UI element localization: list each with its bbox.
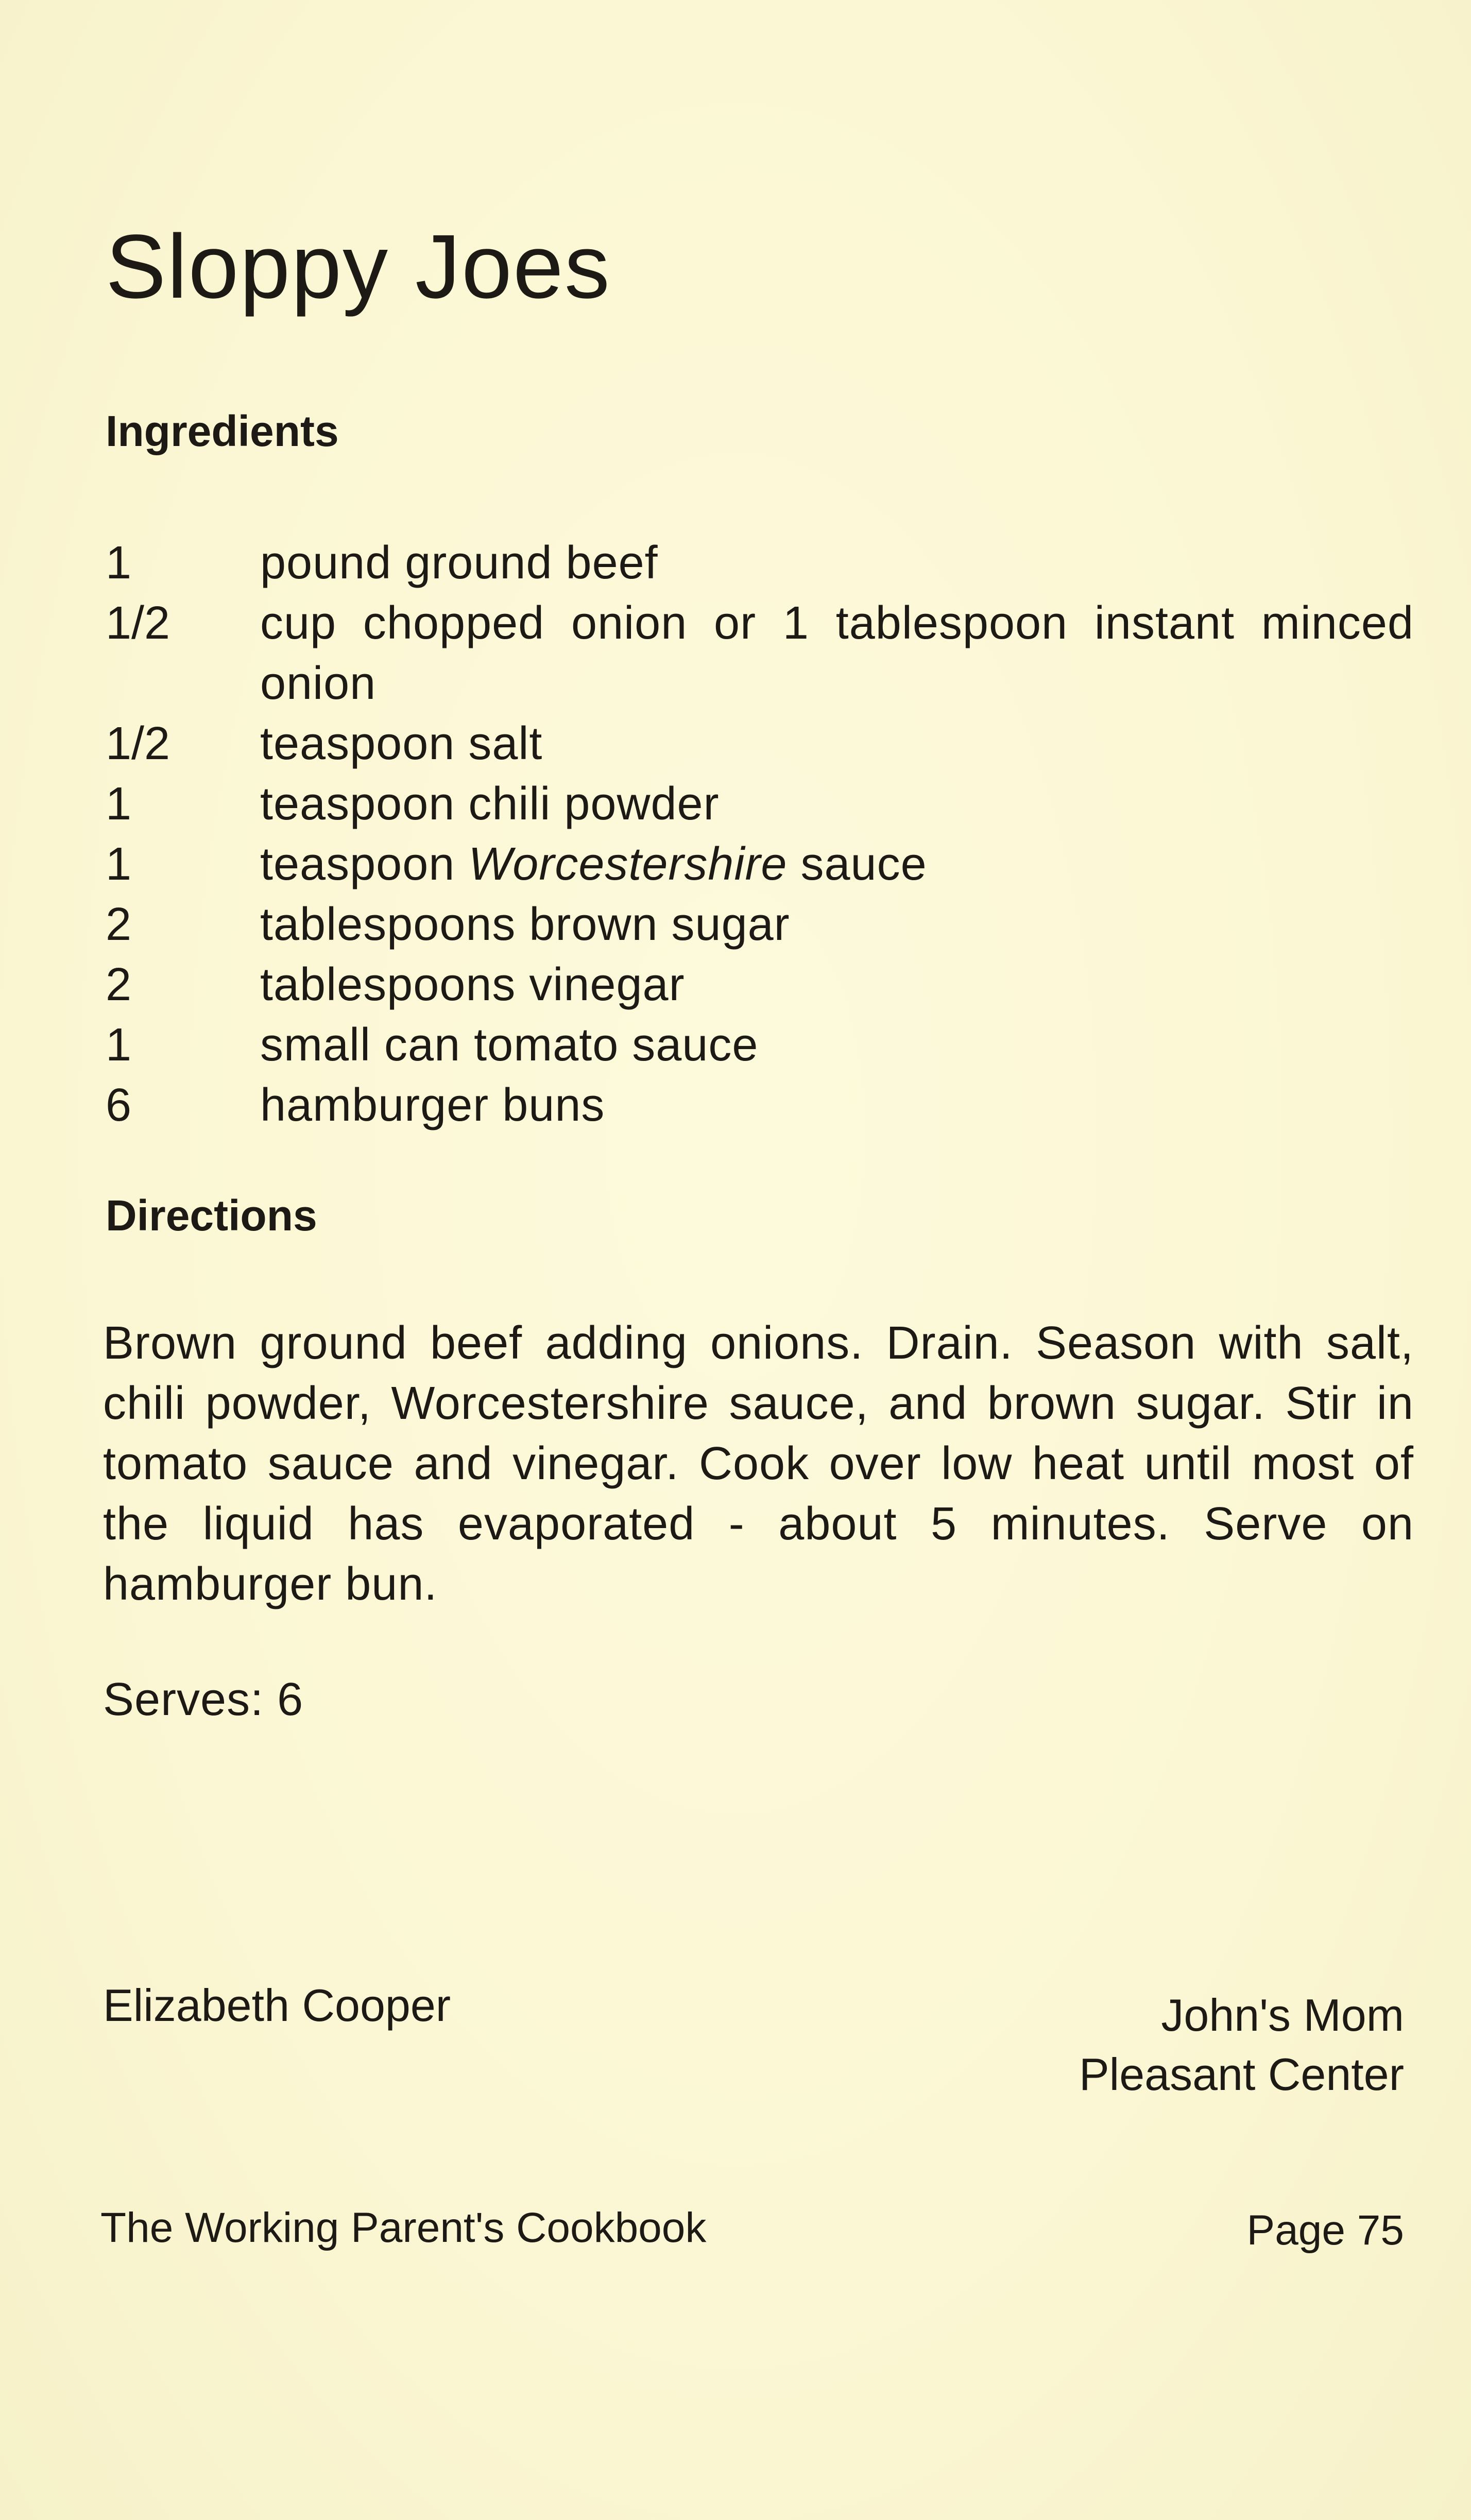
serves-text: Serves: 6 [103, 1674, 304, 1725]
ingredient-quantity: 1 [106, 778, 132, 830]
ingredient-quantity: 1 [106, 1019, 132, 1071]
ingredient-item [106, 774, 1414, 834]
contributor-relation: John's Mom [1161, 1990, 1404, 2041]
ingredient-quantity: 2 [106, 959, 132, 1010]
ingredient-item [106, 593, 1414, 714]
ingredient-text: teaspoon chili powder [260, 778, 720, 830]
ingredients-list [106, 533, 1414, 1136]
contributor-location: Pleasant Center [1079, 2049, 1404, 2100]
ingredient-text: cup chopped onion or 1 tablespoon instant minced onion [260, 597, 1414, 709]
contributor-name: Elizabeth Cooper [103, 1980, 451, 2031]
ingredient-text [260, 834, 1414, 895]
ingredient-item [106, 1075, 1414, 1136]
ingredient-text: teaspoon salt [260, 718, 543, 769]
ingredient-item [106, 895, 1414, 955]
ingredient-quantity: 1 [106, 537, 132, 589]
ingredient-item [106, 955, 1414, 1015]
ingredient-text-italic: Worcestershire [468, 838, 788, 890]
footer-book-title: The Working Parent's Cookbook [100, 2204, 707, 2251]
ingredient-text-after: sauce [787, 838, 927, 890]
footer-page-number: Page 75 [1246, 2207, 1404, 2254]
ingredient-quantity: 2 [106, 899, 132, 950]
ingredient-text: hamburger buns [260, 1079, 605, 1131]
ingredient-text: pound ground beef [260, 537, 658, 589]
ingredient-text: small can tomato sauce [260, 1019, 759, 1071]
contributor-details [1079, 1985, 1404, 2104]
ingredients-heading: Ingredients [106, 407, 339, 455]
ingredient-item [106, 834, 1414, 895]
ingredient-item [106, 533, 1414, 593]
ingredient-item [106, 714, 1414, 774]
ingredient-text-before: teaspoon [260, 838, 469, 890]
ingredient-text: tablespoons brown sugar [260, 899, 790, 950]
ingredient-item [106, 1015, 1414, 1075]
ingredient-quantity: 6 [106, 1079, 132, 1131]
ingredient-quantity: 1/2 [106, 597, 170, 649]
directions-text: Brown ground beef adding onions. Drain. Season with salt, chili powder, Worcestershire sauce, and brown sugar. Stir in tomato sauce and vinegar. Cook over low heat until most of the liquid has evaporated - about 5 minutes. Serve on hamburger bun. [103, 1317, 1414, 1610]
ingredient-quantity: 1/2 [106, 718, 170, 769]
ingredient-quantity: 1 [106, 838, 132, 890]
recipe-title: Sloppy Joes [106, 216, 611, 317]
directions-heading: Directions [106, 1191, 317, 1240]
ingredient-text: tablespoons vinegar [260, 959, 685, 1010]
